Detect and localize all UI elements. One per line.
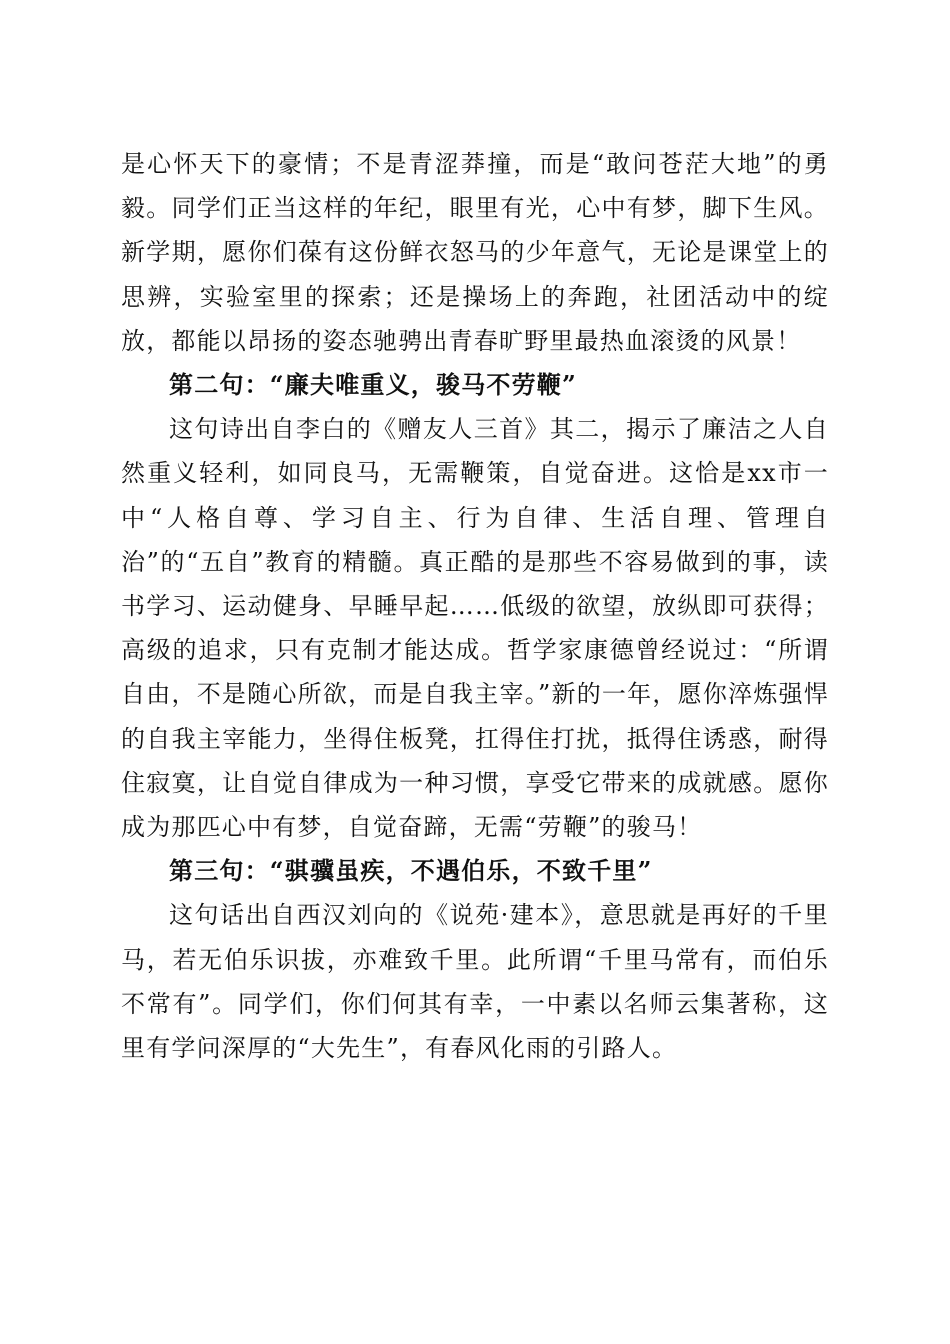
paragraph-continuation: 是心怀天下的豪情；不是青涩莽撞，而是“敢问苍茫大地”的勇毅。同学们正当这样的年纪，眼里有光，心中有梦，脚下生风。新学期，愿你们葆有这份鲜衣怒马的少年意气，无论是课堂上的思辨，实验室里的探索；还是操场上的奔跑，社团活动中的绽放，都能以昂扬的姿态驰骋出青春旷野里最热血滚烫的风景！ [121, 150, 829, 355]
paragraph-second-verse: 这句诗出自李白的《赠友人三首》其二，揭示了廉洁之人自然重义轻利，如同良马，无需鞭策，自觉奋进。这恰是xx市一中“人格自尊、学习自主、行为自律、生活自理、管理自治”的“五自”教育的精髓。真正酷的是那些不容易做到的事，读书学习、运动健身、早睡早起……低级的欲望，放纵即可获得；高级的追求，只有克制才能达成。哲学家康德曾经说过：“所谓自由，不是随心所欲，而是自我主宰。”新的一年，愿你淬炼强悍的自我主宰能力，坐得住板凳，扛得住打扰，抵得住诱惑，耐得住寂寞，让自觉自律成为一种习惯，享受它带来的成就感。愿你成为那匹心中有梦，自觉奋蹄，无需“劳鞭”的骏马！ [121, 415, 829, 842]
document-body [121, 142, 829, 1070]
paragraph-third-verse: 这句话出自西汉刘向的《说苑·建本》，意思就是再好的千里马，若无伯乐识拔，亦难致千里。此所谓“千里马常有，而伯乐不常有”。同学们，你们何其有幸，一中素以名师云集著称，这里有学问深厚的“大先生”，有春风化雨的引路人。 [121, 901, 829, 1063]
section-heading-third-verse: 第三句：“骐骥虽疾，不遇伯乐，不致千里” [169, 856, 653, 886]
section-heading-second-verse: 第二句：“廉夫唯重义，骏马不劳鞭” [169, 370, 578, 400]
